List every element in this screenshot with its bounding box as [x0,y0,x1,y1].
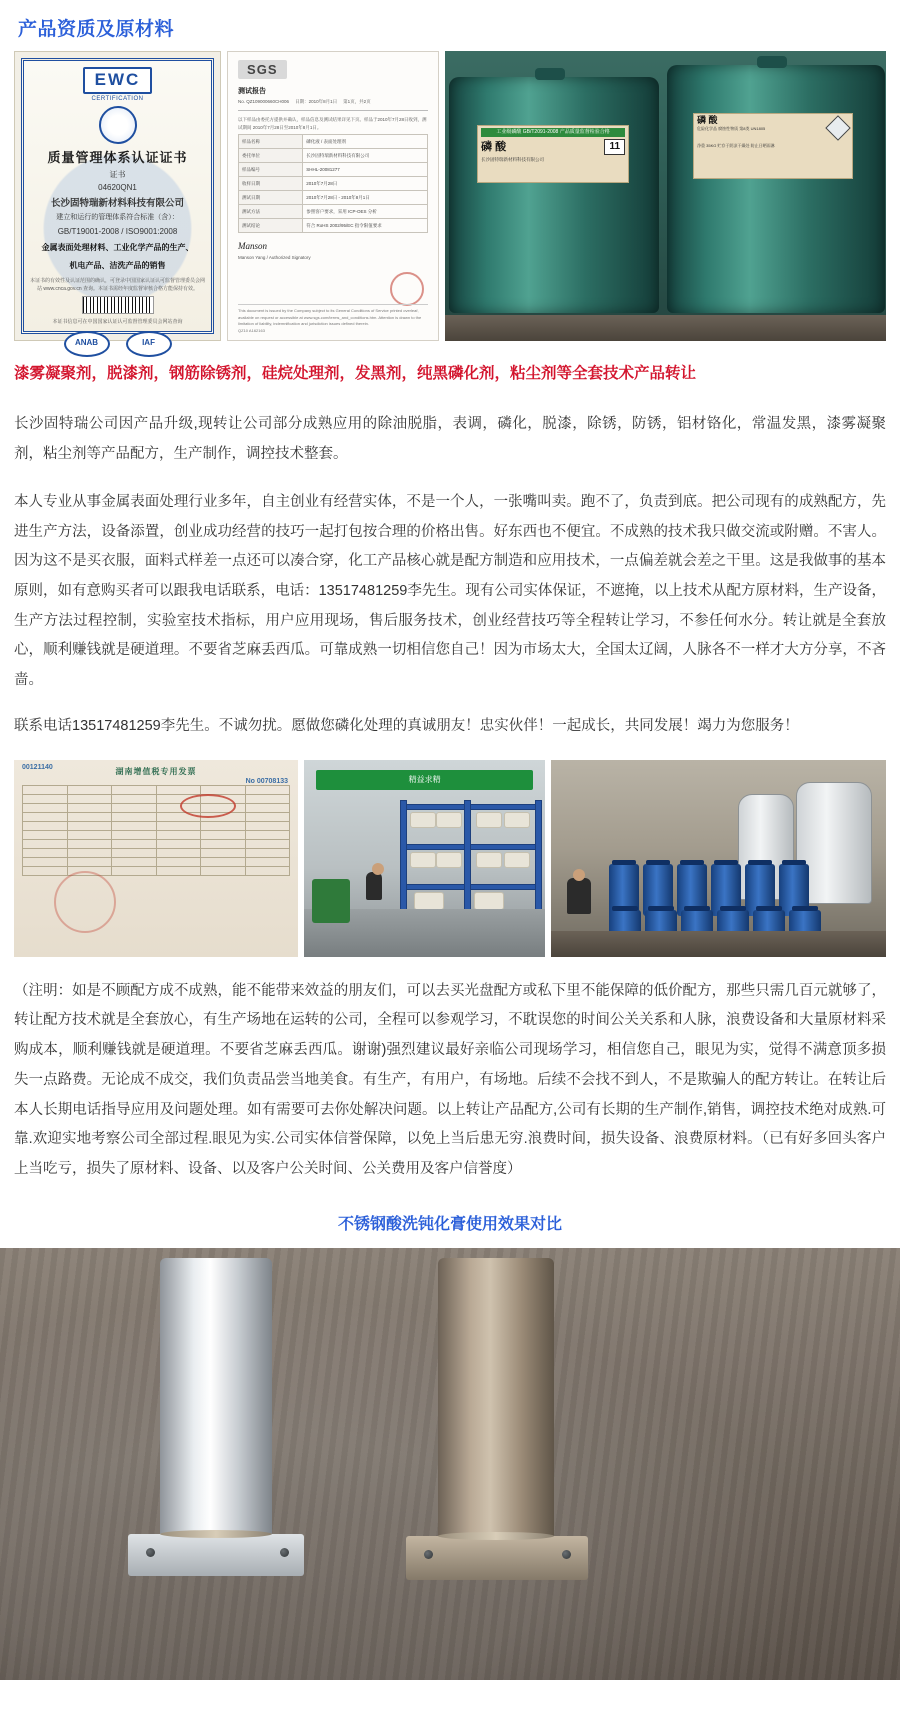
drum-label-storage-note: 净重 35KG 贮存于阴凉干燥处 防止日晒雨淋 [697,143,775,148]
certificate-image-row [0,51,900,347]
invoice-table [22,785,290,876]
sgs-row-value: 2010年7月28日 [303,177,428,191]
sgs-report-date: 日期：2010年8月1日 [295,99,338,104]
iso-fine-print: 本证书的有效性及认证范围的确认，可登录中国国家认证认可监督管理委员会网站 www.cnca.gov.cn 查询。本证书需经年度监督审核合格方能保持有效。 [30,278,206,292]
invoice-stamp-icon [54,871,116,933]
iso-certificate-title: 质量管理体系认证证书 [47,150,188,165]
iso-scope-line2: 机电产品、洁洗产品的销售 [69,261,166,271]
bolt-icon [562,1550,571,1559]
chemical-drum [667,65,885,313]
table-row [23,830,290,839]
table-row [239,149,428,163]
transfer-headline: 漆雾凝聚剂，脱漆剂，钢筋除锈剂，硅烷处理剂，发黑剂，纯黑磷化剂，粘尘剂等全套技术产品转让 [14,365,697,382]
drum-label-right [693,113,853,179]
sgs-row-value: 2010年7月28日 - 2010年8月1日 [303,191,428,205]
iso-org-note: 本证书信息可在中国国家认证认可监督管理委员会网站查询 [52,319,183,326]
drum-label-grade: 11 [604,139,625,155]
chemical-drum [449,77,659,313]
sgs-signature: Manson [238,241,268,252]
comparison-title: 不锈钢酸洗钝化膏使用效果对比 [337,1215,562,1233]
untreated-pipe-flange [406,1536,588,1580]
green-bin [312,879,350,923]
sgs-footer-code: QZ10 A162163 [238,327,265,333]
sgs-row-value: 符合 RoHS 2002/95/EC 指令限值要求 [303,219,428,233]
sgs-row-key: 测试结论 [239,219,303,233]
drum-label-product-name: 磷 酸 [481,140,507,153]
shelf-upright [400,800,407,912]
table-row [23,848,290,857]
worker [366,872,382,900]
material-sack [436,812,462,828]
drum-label-certified-text: 工业级磷酸 GB/T2091-2008 产品质量监督检验合格 [481,128,625,137]
contact-line [0,696,900,742]
production-plant-image [551,760,886,957]
sgs-page-no: 第1页，共2页 [343,99,371,104]
material-sack [474,892,504,910]
warehouse-banner: 精益求精 [316,770,533,790]
shelf-rack [400,884,542,890]
sgs-row-key: 样品编号 [239,163,303,177]
divider [238,110,428,111]
material-sack [476,852,502,868]
material-sack [504,812,530,828]
sgs-row-key: 测试日期 [239,191,303,205]
table-row [23,794,290,803]
table-row [239,219,428,233]
paragraph-intro: 长沙固特瑞公司因产品升级,现转让公司部分成熟应用的除油脱脂，表调，磷化，脱漆，除锈，防锈，铝材铬化，常温发黑，漆雾凝聚剂，粘尘剂等产品配方，生产制作，调控技术整套。 [14,416,886,463]
cleaned-pipe [160,1258,272,1558]
invoice-image [14,760,298,957]
floor [551,931,886,957]
bolt-icon [280,1548,289,1557]
sgs-intro: 以下样品由委托方提供并确认，样品信息及测试结果详见下页。样品于2010年7月28日收到，测试期间 2010年7月28日至2010年8月1日。 [238,117,427,130]
hazard-diamond-icon [825,115,850,140]
iso-standard-value: GB/T19001-2008 / ISO9001:2008 [57,226,178,236]
ewc-logo: EWC [83,67,153,94]
sgs-row-value: 磷化液 / 表面处理剂 [303,135,428,149]
invoice-header: 湖南增值税专用发票 [115,766,197,776]
invoice-number: No 00708133 [245,777,289,785]
table-row [23,785,290,794]
pickling-paste-comparison-image [0,1248,900,1680]
contact-phone[interactable]: 联系电话13517481259李先生。 [14,717,219,734]
table-row [23,821,290,830]
table-row [239,135,428,149]
certificate-seal-icon [99,106,137,144]
page-title: 产品资质及原材料 [18,19,175,40]
iso-certificate-image [14,51,221,347]
sgs-result-table [238,134,428,233]
sgs-row-key: 委托单位 [239,149,303,163]
invoice-code: 00121140 [22,763,53,771]
table-row [23,857,290,866]
contact-rest: 不诚勿扰。愿做您磷化处理的真诚朋友！忠实伙伴！一起成长，共同发展！竭力为您服务！ [218,717,799,734]
phosphoric-acid-drums-image [445,51,886,341]
weld-seam [438,1532,554,1540]
sgs-signer: Manson Yang / Authorized Signatory [238,255,311,261]
table-row [239,177,428,191]
table-row [23,866,290,875]
drum-label-product-name-right: 磷 酸 [697,115,718,125]
iso-certificate-reg-label: 证书 [109,170,126,179]
shelf-rack [400,804,542,810]
sgs-row-key: 收样日期 [239,177,303,191]
shelf-upright [464,800,471,912]
table-row [23,803,290,812]
sgs-footer-text: This document is issued by the Company subject to its General Conditions of Service printed overleaf, available on request or accessible at www.sgs.com/terms_and_conditions.htm. Attention is drawn to the limitation of liability, indemnification and jurisdiction issues defined therein. [238,308,422,327]
floor [445,315,886,341]
sgs-logo: SGS [238,60,286,79]
iso-certificate-company: 长沙固特瑞新材料科技有限公司 [51,198,185,209]
iso-certificate-reg-no: 04620QN1 [98,183,137,192]
bolt-icon [146,1548,155,1557]
sgs-report-no: No. QZ109000660CH006 [238,99,290,104]
warehouse-image [304,760,545,957]
material-sack [436,852,462,868]
table-row [239,191,428,205]
worker [567,878,591,914]
table-row [239,163,428,177]
anab-mark: ANAB [64,331,110,357]
drum-label-left [477,125,629,183]
material-sack [410,852,436,868]
barcode-icon [82,296,154,314]
weld-seam [160,1530,272,1538]
table-row [23,812,290,821]
invoice-highlight-circle [180,794,236,818]
shelf-rack [400,844,542,850]
sgs-report-image [227,51,439,341]
shelf-upright [535,800,542,912]
table-row [23,839,290,848]
drum-label-company: 长沙固特瑞新材料科技有限公司 [481,157,545,162]
sgs-row-value: SHHL-20081277 [303,163,428,177]
company-photo-row [0,760,900,957]
sgs-row-key: 测试方法 [239,205,303,219]
sgs-row-value: 长沙固特瑞新材料科技有限公司 [303,149,428,163]
untreated-pipe [438,1258,554,1558]
sgs-row-value: 参照客户要求，采用 ICP-OES 分析 [303,205,428,219]
material-sack [504,852,530,868]
ewc-logo-subtitle: CERTIFICATION [91,96,144,102]
sgs-stamp-icon [390,272,424,306]
material-sack [410,812,436,828]
paragraph-note: （注明：如是不顾配方成不成熟，能不能带来效益的朋友们，可以去买光盘配方或私下里不能保障的低价配方，那些只需几百元就够了，转让配方技术就是全套放心，有生产场地在运转的公司，全程可以参观学习，不耽误您的时间公关关系和人脉，浪费设备和大量原材料采购成本，顺利赚钱就是硬道理。不要省芝麻丢西瓜。谢谢)强烈建议最好亲临公司现场学习，相信您自己，眼见为实，觉得不满意顶多损失一点路费。无论成不成交，我们负责品尝当地美食。有生产，有用户，有场地。后续不会找不到人，不是欺骗人的配方转让。在转让后本人长期电话指导应用及问题处理。如有需要可去你处解决问题。以上转让产品配方,公司有长期的生产制作,销售，调控技术绝对成熟.可靠.欢迎实地考察公司全部过程.眼见为实.公司实体信誉保障，以免上当后患无穷.浪费时间，损失设备、浪费原材料。（已有好多回头客户上当吃亏，损失了原材料、设备、以及客户公关时间、公关费用及客户信誉度） [14,982,886,1177]
material-sack [476,812,502,828]
bolt-icon [424,1550,433,1559]
sgs-report-title: 测试报告 [238,88,267,95]
iso-scope-line1: 金属表面处理材料、工业化学产品的生产、 [41,242,194,252]
material-sack [414,892,444,910]
paragraph-main: 本人专业从事金属表面处理行业多年，自主创业有经营实体，不是一个人，一张嘴叫卖。跑不了，负责到底。把公司现有的成熟配方，先进生产方法，设备添置，创业成功经营的技巧一起打包按合理的价格出售。好东西也不便宜。不成熟的技术我只做交流或附赠。不害人。因为这不是买衣服，面料式样差一点还可以凑合穿，化工产品核心就是配方制造和应用技术，一点偏差就会差之干里。这是我做事的基本原则，如有意购买者可以跟我电话联系，电话：13517481259李先生。现有公司实体保证，不遮掩，以上技术从配方原材料，生产设备，生产方法过程控制，实验室技术指标，用户应用现场，售后服务技术，创业经营技巧等全程转让学习，不参任何水分。转让就是全套放心，顺利赚钱就是硬道理。不要省芝麻丢西瓜。可靠成熟一切相信您自己！因为市场太大，全国太辽阔，人脉各不一样才大方分享，不吝啬。 [14,493,886,689]
drum-label-hazard-note: 危险化学品 腐蚀性物质 第8类 UN1805 [697,125,766,131]
iso-standard-label: 建立和运行的管理体系符合标准（含）： [56,214,179,221]
sgs-row-key: 样品名称 [239,135,303,149]
table-row [239,205,428,219]
iaf-mark: IAF [126,331,172,357]
